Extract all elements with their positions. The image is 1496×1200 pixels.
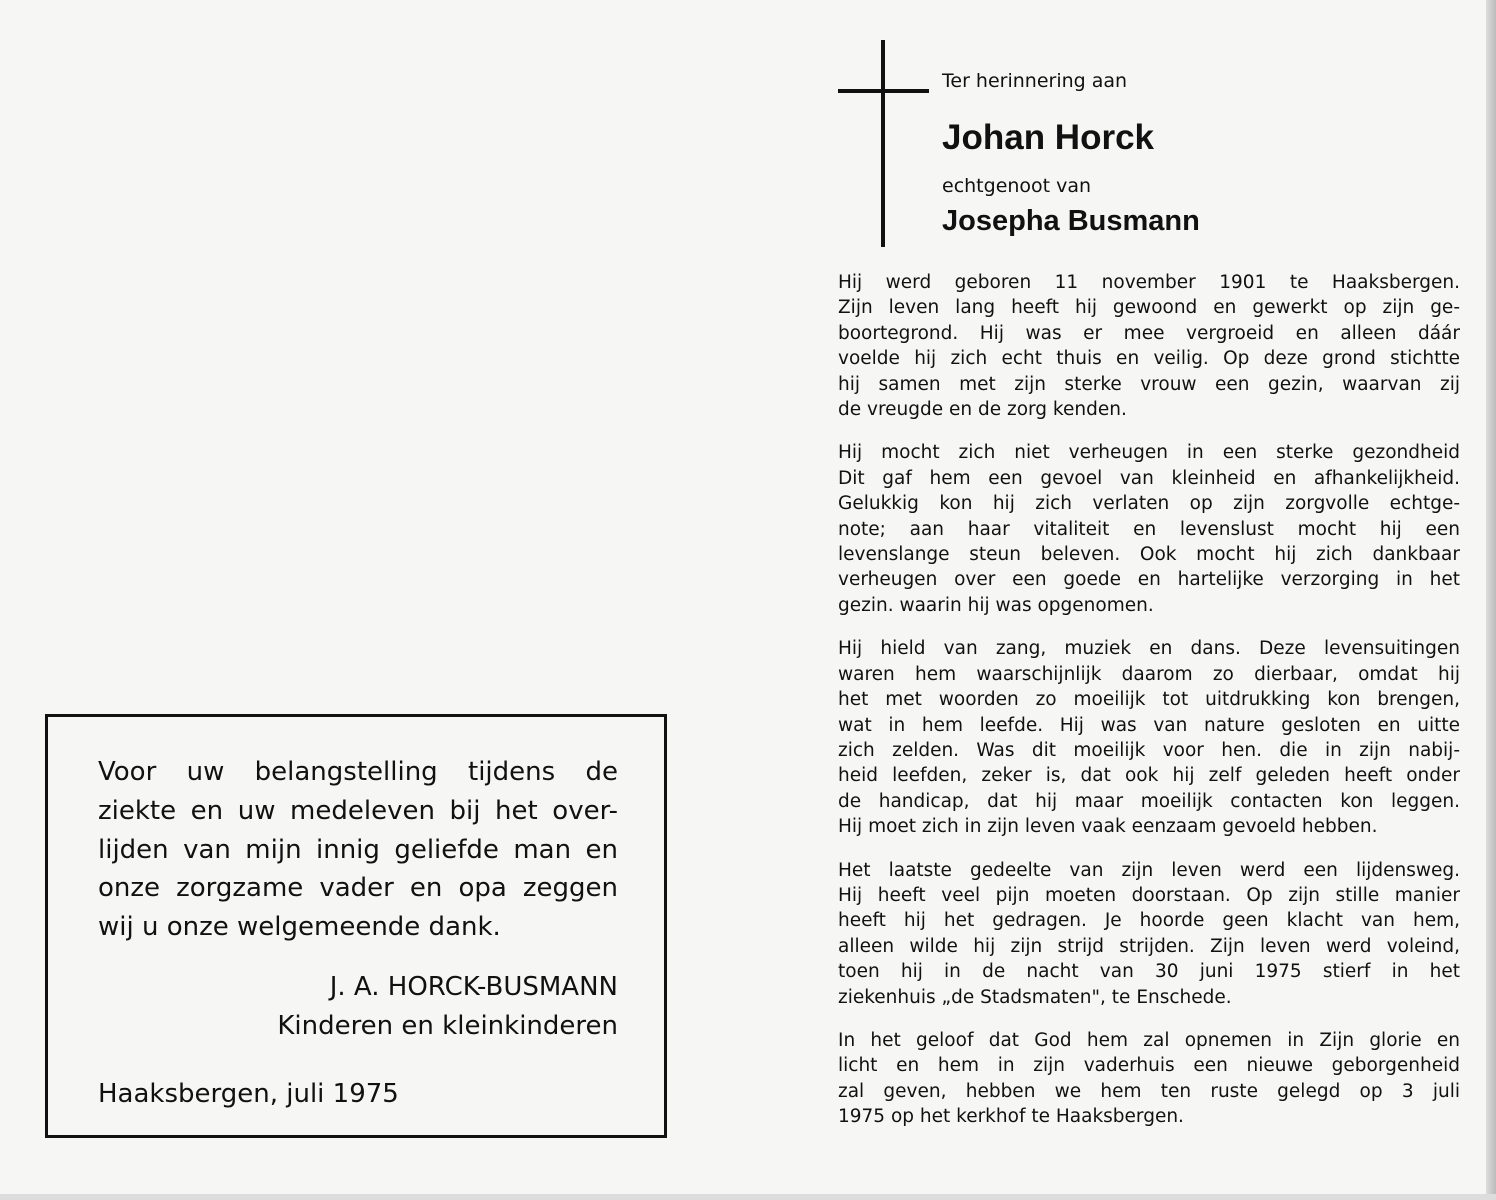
thanks-line: Voor uw belangstelling tijdens de: [98, 757, 618, 787]
biography-paragraph: [838, 440, 1460, 618]
text-line: verheugen over een goede en hartelijke verzorging in het: [838, 569, 1460, 591]
text-line: Hij moet zich in zijn leven vaak eenzaam gevoeld hebben.: [838, 816, 1378, 838]
page-edge: [1486, 0, 1496, 1200]
biography: [838, 270, 1460, 1148]
biography-paragraph: [838, 858, 1460, 1010]
text-line: het met woorden zo moeilijk tot uitdrukking kon brengen,: [838, 689, 1460, 711]
text-line: waren hem waarschijnlijk daarom zo dierbaar, omdat hij: [838, 663, 1460, 685]
text-line: In het geloof dat God hem zal opnemen in Zijn glorie en: [838, 1029, 1460, 1051]
spouse-label: echtgenoot van: [942, 175, 1092, 197]
text-line: voelde hij zich echt thuis en veilig. Op deze grond stichtte: [838, 348, 1460, 370]
text-line: ziekenhuis „de Stadsmaten", te Enschede.: [838, 986, 1232, 1008]
deceased-name: Johan Horck: [942, 118, 1154, 157]
text-line: gezin. waarin hij was opgenomen.: [838, 594, 1154, 616]
thanks-line: ziekte en uw medeleven bij het over-: [98, 795, 618, 826]
biography-paragraph: [838, 270, 1460, 422]
text-line: heeft hij het gedragen. Je hoorde geen klacht van hem,: [838, 910, 1460, 932]
biography-paragraph: [838, 1028, 1460, 1130]
text-line: zich zelden. Was dit moeilijk voor hen. die in zijn nabij-: [838, 739, 1460, 761]
text-line: Zijn leven lang heeft hij gewoond en gewerkt op zijn ge-: [838, 297, 1460, 319]
thanks-card: [45, 714, 667, 1138]
text-line: Het laatste gedeelte van zijn leven werd een lijdensweg.: [838, 859, 1460, 881]
text-line: zal geven, hebben we hem ten ruste gelegd op 3 juli: [838, 1080, 1460, 1102]
thanks-line: wij u onze welgemeende dank.: [98, 912, 501, 943]
text-line: Hij mocht zich niet verheugen in een sterke gezondheid: [838, 442, 1460, 464]
text-line: de handicap, dat hij maar moeilijk contacten kon leggen.: [838, 790, 1460, 812]
text-line: toen hij in de nacht van 30 juni 1975 stierf in het: [838, 961, 1460, 983]
text-line: boortegrond. Hij was er mee vergroeid en alleen dáár: [838, 322, 1460, 344]
text-line: Hij werd geboren 11 november 1901 te Haaksbergen.: [838, 272, 1460, 293]
text-line: levenslange steun beleven. Ook mocht hij zich dankbaar: [838, 544, 1460, 566]
text-line: licht en hem in zijn vaderhuis een nieuwe geborgenheid: [838, 1055, 1460, 1077]
text-line: hij samen met zijn sterke vrouw een gezin, waarvan zij: [838, 373, 1460, 395]
biography-paragraph: [838, 636, 1460, 839]
signature-widow: J. A. HORCK-BUSMANN: [329, 972, 618, 1002]
signature-family: Kinderen en kleinkinderen: [277, 1011, 618, 1041]
cross-icon: [881, 40, 885, 247]
thanks-line: lijden van mijn innig geliefde man en: [98, 834, 618, 865]
cross-icon-bar: [838, 89, 929, 93]
text-line: Gelukkig kon hij zich verlaten op zijn zorgvolle echtge-: [838, 493, 1460, 515]
thanks-text: [98, 753, 618, 947]
text-line: heid leefden, zeker is, dat ook hij zelf geleden heeft onder: [838, 765, 1460, 787]
page-bottom-edge: [0, 1194, 1496, 1200]
text-line: Hij heeft veel pijn moeten doorstaan. Op zijn stille manier: [838, 884, 1460, 906]
text-line: alleen wilde hij zijn strijd strijden. Zijn leven werd voleind,: [838, 935, 1460, 957]
text-line: Hij hield van zang, muziek en dans. Deze levensuitingen: [838, 638, 1460, 660]
text-line: Dit gaf hem een gevoel van kleinheid en afhankelijkheid.: [838, 467, 1460, 489]
in-memory-label: Ter herinnering aan: [942, 70, 1128, 92]
place-date: Haaksbergen, juli 1975: [98, 1079, 399, 1109]
text-line: 1975 op het kerkhof te Haaksbergen.: [838, 1106, 1184, 1128]
text-line: note; aan haar vitaliteit en levenslust mocht hij een: [838, 518, 1460, 540]
thanks-line: onze zorgzame vader en opa zeggen: [98, 873, 618, 904]
text-line: de vreugde en de zorg kenden.: [838, 399, 1127, 421]
text-line: wat in hem leefde. Hij was van nature gesloten en uitte: [838, 714, 1460, 736]
spouse-name: Josepha Busmann: [942, 205, 1200, 237]
